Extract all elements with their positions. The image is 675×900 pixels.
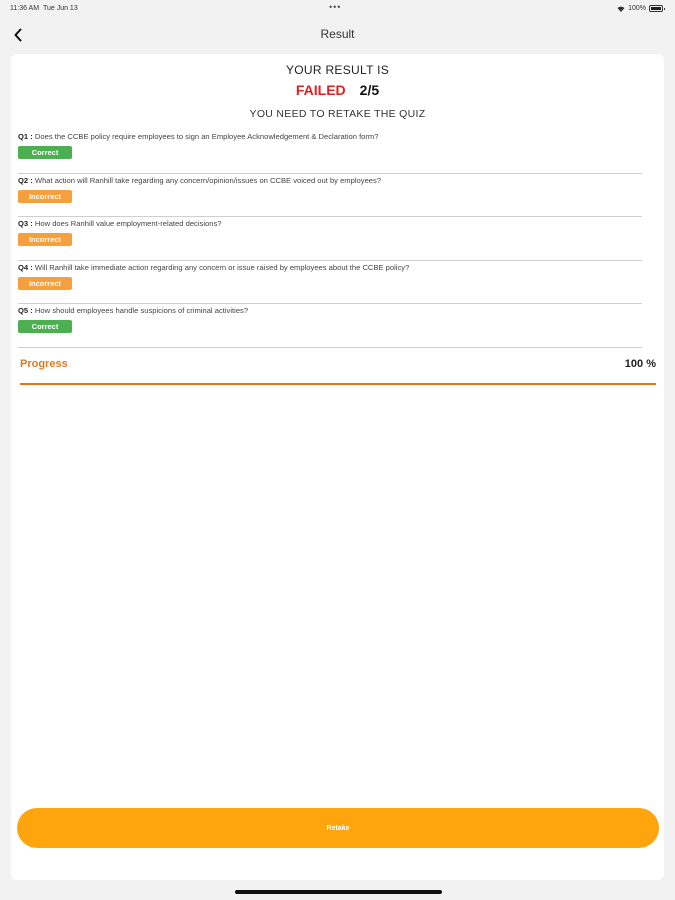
status-bar	[0, 0, 675, 18]
question-item-4	[18, 261, 642, 305]
status-time-text: 11:36 AM	[10, 5, 40, 12]
question-text	[18, 132, 379, 141]
question-item-5	[18, 304, 642, 348]
question-item-1	[18, 130, 642, 174]
progress-value: 100 %	[624, 358, 656, 370]
question-label: How should employees handle suspicions of criminal activities?	[34, 306, 249, 315]
progress-section	[20, 356, 656, 386]
question-text	[18, 219, 221, 228]
question-label: Does the CCBE policy require employees to sign an Employee Acknowledgement & Declaration form?	[34, 132, 379, 141]
battery-percent: 100%	[628, 5, 646, 12]
home-indicator[interactable]	[235, 890, 442, 894]
wifi-icon	[617, 6, 625, 12]
question-number: Q1 :	[18, 132, 33, 141]
question-item-3	[18, 217, 642, 261]
result-badge: Correct	[18, 146, 72, 159]
result-status: FAILED	[295, 82, 346, 98]
progress-fill	[20, 383, 656, 385]
question-text	[18, 263, 409, 272]
status-right	[617, 5, 663, 12]
question-text	[18, 306, 248, 315]
question-number: Q5 :	[18, 306, 33, 315]
status-time	[10, 5, 78, 12]
multitasking-dots[interactable]: •••	[329, 2, 342, 12]
question-label: Will Ranhill take immediate action regarding any concern or issue raised by employees about the CCBE policy?	[34, 262, 410, 272]
question-number: Q3 :	[18, 219, 33, 228]
question-label: What action will Ranhill take regarding any concern/opinion/issues on CCBE voiced out by employees?	[34, 175, 382, 185]
result-badge: Correct	[18, 320, 72, 333]
page-title: Result	[320, 27, 355, 41]
retake-message: YOU NEED TO RETAKE THE QUIZ	[249, 108, 426, 120]
battery-icon	[649, 5, 663, 12]
question-text	[18, 176, 381, 185]
status-date-text: Tue Jun 13	[42, 5, 78, 12]
question-list	[18, 130, 642, 348]
retake-button[interactable]: Retake	[17, 808, 659, 848]
nav-bar	[0, 22, 675, 48]
question-number: Q2 :	[18, 175, 33, 185]
progress-label: Progress	[20, 358, 68, 370]
result-heading: YOUR RESULT IS	[285, 63, 390, 77]
question-label: How does Ranhill value employment-related decisions?	[34, 219, 222, 228]
result-badge: Incorrect	[18, 233, 72, 246]
question-number: Q4 :	[18, 262, 33, 272]
result-card	[11, 54, 664, 880]
result-badge: Incorrect	[18, 190, 72, 203]
question-item-2	[18, 174, 642, 218]
progress-bar	[20, 383, 656, 385]
result-badge: Incorrect	[18, 277, 72, 290]
result-score: 2/5	[359, 82, 380, 98]
result-summary	[11, 82, 664, 98]
